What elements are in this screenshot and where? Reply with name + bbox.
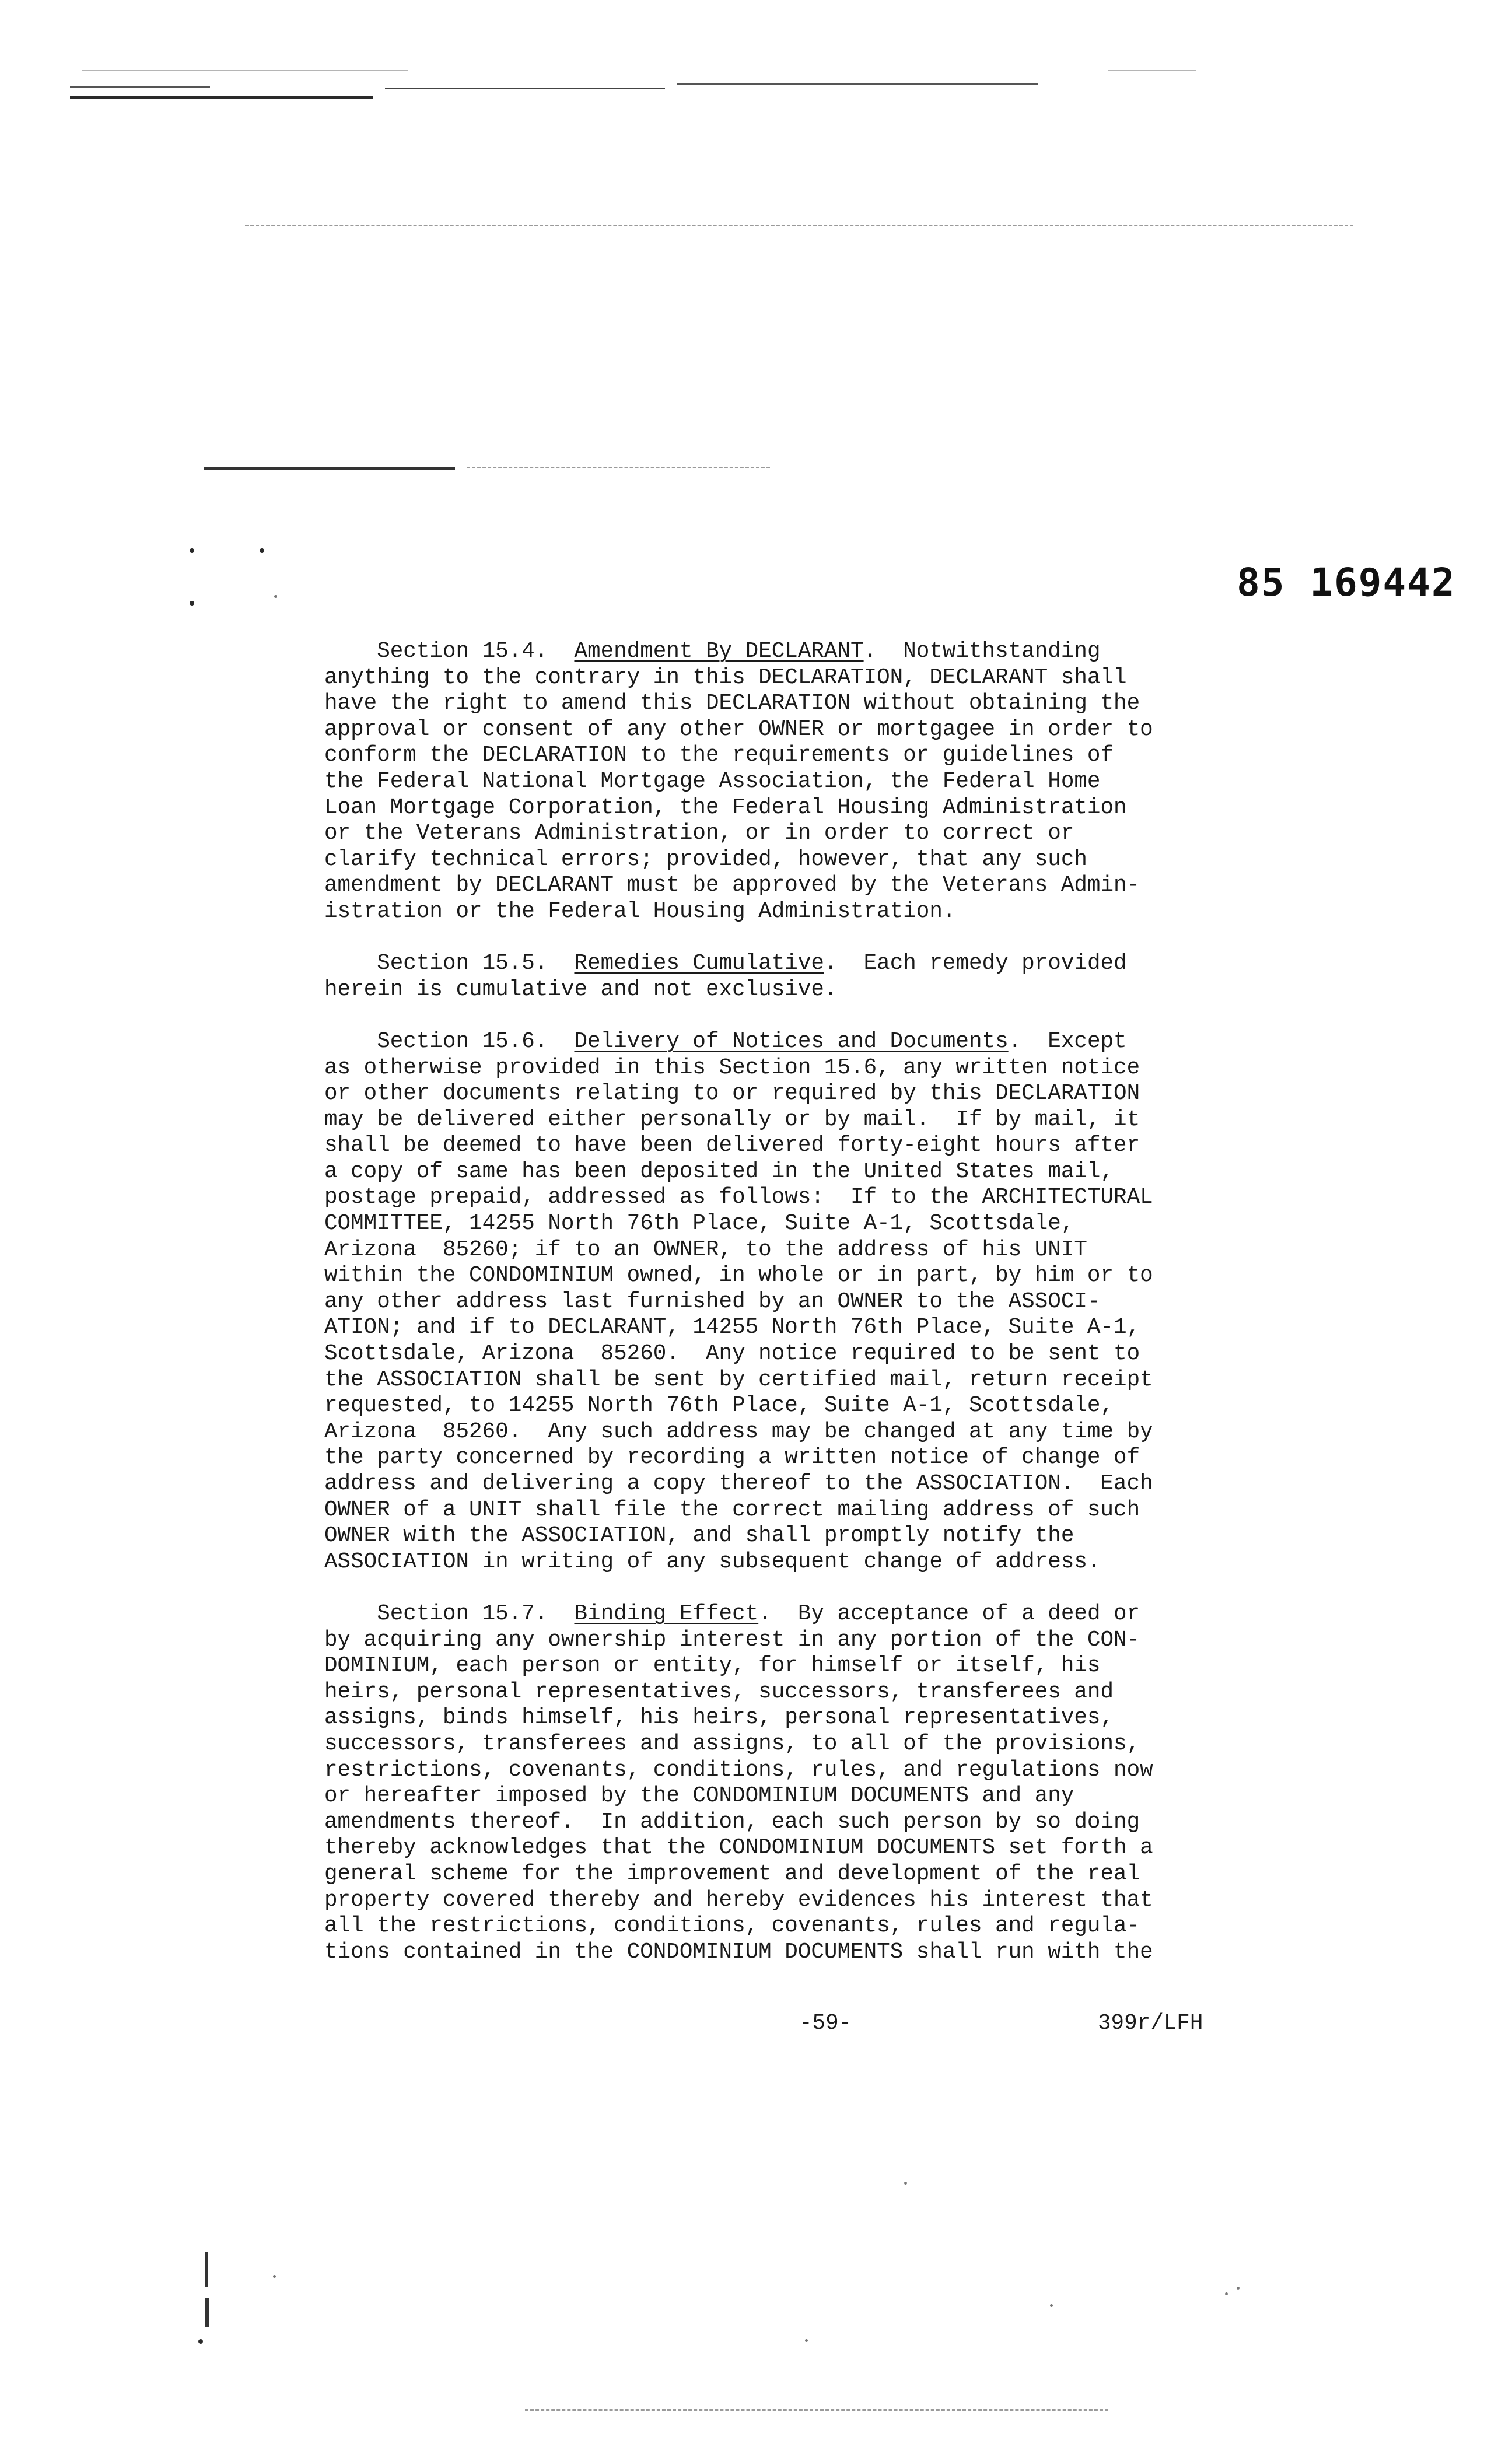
text-line: address and delivering a copy thereof to the ASSOCIATION. Each <box>324 1472 1153 1496</box>
text-line: or other documents relating to or required by this DECLARATION <box>324 1082 1140 1107</box>
text-line: as otherwise provided in this Section 15.6, any written notice <box>324 1055 1140 1080</box>
scan-speck <box>274 595 277 598</box>
text-line: the Federal National Mortgage Association, the Federal Home <box>324 769 1101 794</box>
text-line: thereby acknowledges that the CONDOMINIUM DOCUMENTS set forth a <box>324 1836 1153 1861</box>
text-line <box>324 951 1328 977</box>
page-number: -59- <box>799 2011 852 2036</box>
text-line: requested, to 14255 North 76th Place, Suite A-1, Scottsdale, <box>324 1394 1114 1419</box>
section-heading: Amendment By DECLARANT <box>574 639 864 664</box>
section-text: . Each remedy provided <box>824 951 1127 977</box>
text-line: COMMITTEE, 14255 North 76th Place, Suite A-1, Scottsdale, <box>324 1212 1074 1237</box>
text-line: herein is cumulative and not exclusive. <box>324 977 838 1002</box>
text-line: Arizona 85260; if to an OWNER, to the address of his UNIT <box>324 1237 1087 1262</box>
text-line: general scheme for the improvement and development of the real <box>324 1861 1140 1887</box>
text-line: Scottsdale, Arizona 85260. Any notice required to be sent to <box>324 1342 1140 1367</box>
text-line: heirs, personal representatives, successors, transferees and <box>324 1679 1114 1704</box>
section-heading: Delivery of Notices and Documents <box>574 1029 1009 1054</box>
document-reference: 399r/LFH <box>1098 2011 1203 2036</box>
section-number: Section 15.4. <box>324 639 575 664</box>
text-line: DOMINIUM, each person or entity, for himself or itself, his <box>324 1654 1101 1679</box>
scan-artifact-line <box>385 88 665 89</box>
scan-artifact-line <box>82 70 408 71</box>
scan-artifact-line <box>1108 70 1196 71</box>
section-paragraph <box>324 1029 1328 1575</box>
section-number: Section 15.5. <box>324 951 575 977</box>
scan-artifact-line <box>205 2298 209 2328</box>
scan-speck <box>1050 2304 1053 2307</box>
text-line: istration or the Federal Housing Administration. <box>324 899 956 924</box>
section-paragraph <box>324 951 1328 1003</box>
section-paragraph <box>324 639 1328 925</box>
text-line: have the right to amend this DECLARATION without obtaining the <box>324 691 1140 716</box>
text-line: clarify technical errors; provided, however, that any such <box>324 847 1087 872</box>
text-line: any other address last furnished by an OWNER to the ASSOCI- <box>324 1289 1101 1314</box>
section-text: . Except <box>1008 1029 1127 1054</box>
text-line: property covered thereby and hereby evidences his interest that <box>324 1888 1153 1913</box>
scan-speck <box>1237 2287 1240 2290</box>
text-line: may be delivered either personally or by mail. If by mail, it <box>324 1107 1140 1132</box>
text-line: ASSOCIATION in writing of any subsequent change of address. <box>324 1549 1101 1574</box>
scan-speck <box>190 601 194 606</box>
scan-artifact-line <box>525 2409 1108 2411</box>
text-line: or hereafter imposed by the CONDOMINIUM DOCUMENTS and any <box>324 1784 1074 1809</box>
text-line: amendments thereof. In addition, each such person by so doing <box>324 1810 1140 1835</box>
text-line: tions contained in the CONDOMINIUM DOCUMENTS shall run with the <box>324 1940 1153 1965</box>
text-line: Arizona 85260. Any such address may be changed at any time by <box>324 1419 1153 1444</box>
text-line: the ASSOCIATION shall be sent by certified mail, return receipt <box>324 1367 1153 1392</box>
section-text: . Notwithstanding <box>863 639 1101 664</box>
document-body <box>324 639 1328 1992</box>
text-line: assigns, binds himself, his heirs, personal representatives, <box>324 1706 1114 1731</box>
scan-speck <box>198 2339 203 2344</box>
text-line: or the Veterans Administration, or in order to correct or <box>324 821 1074 846</box>
scan-speck <box>904 2182 907 2185</box>
scan-artifact-line <box>205 2252 208 2287</box>
text-line: postage prepaid, addressed as follows: If to the ARCHITECTURAL <box>324 1185 1153 1210</box>
recording-number: 85 169442 <box>1237 560 1456 605</box>
scan-speck <box>1225 2292 1228 2295</box>
text-line: within the CONDOMINIUM owned, in whole or in part, by him or to <box>324 1264 1153 1289</box>
section-text: . By acceptance of a deed or <box>758 1601 1140 1626</box>
scan-artifact-line <box>467 467 770 468</box>
text-line: successors, transferees and assigns, to all of the provisions, <box>324 1731 1140 1756</box>
scan-speck <box>260 548 264 553</box>
scan-artifact-line <box>204 467 455 470</box>
text-line: a copy of same has been deposited in the United States mail, <box>324 1159 1114 1184</box>
text-line: OWNER of a UNIT shall file the correct mailing address of such <box>324 1497 1140 1522</box>
section-number: Section 15.6. <box>324 1029 575 1054</box>
text-line <box>324 1601 1328 1628</box>
scan-artifact-line <box>70 86 210 88</box>
text-line <box>324 1029 1328 1055</box>
scan-speck <box>273 2275 276 2278</box>
scan-speck <box>190 548 194 553</box>
text-line: ATION; and if to DECLARANT, 14255 North 76th Place, Suite A-1, <box>324 1315 1140 1340</box>
text-line: restrictions, covenants, conditions, rules, and regulations now <box>324 1758 1153 1783</box>
section-heading: Remedies Cumulative <box>574 951 824 977</box>
text-line: OWNER with the ASSOCIATION, and shall promptly notify the <box>324 1524 1074 1549</box>
text-line: conform the DECLARATION to the requirements or guidelines of <box>324 743 1114 768</box>
text-line: the party concerned by recording a written notice of change of <box>324 1446 1140 1471</box>
text-line: approval or consent of any other OWNER or mortgagee in order to <box>324 717 1153 742</box>
scan-artifact-line <box>245 225 1353 226</box>
scan-speck <box>805 2339 808 2342</box>
text-line: shall be deemed to have been delivered forty-eight hours after <box>324 1133 1140 1158</box>
text-line: amendment by DECLARANT must be approved by the Veterans Admin- <box>324 873 1140 898</box>
scan-artifact-line <box>677 83 1038 85</box>
text-line: Loan Mortgage Corporation, the Federal Housing Administration <box>324 795 1127 820</box>
section-number: Section 15.7. <box>324 1601 575 1626</box>
section-paragraph <box>324 1601 1328 1965</box>
section-heading: Binding Effect <box>574 1601 759 1626</box>
text-line: anything to the contrary in this DECLARATION, DECLARANT shall <box>324 665 1127 690</box>
text-line: all the restrictions, conditions, covenants, rules and regula- <box>324 1914 1140 1939</box>
text-line: by acquiring any ownership interest in any portion of the CON- <box>324 1628 1140 1653</box>
text-line <box>324 639 1328 665</box>
scan-artifact-line <box>70 96 373 99</box>
